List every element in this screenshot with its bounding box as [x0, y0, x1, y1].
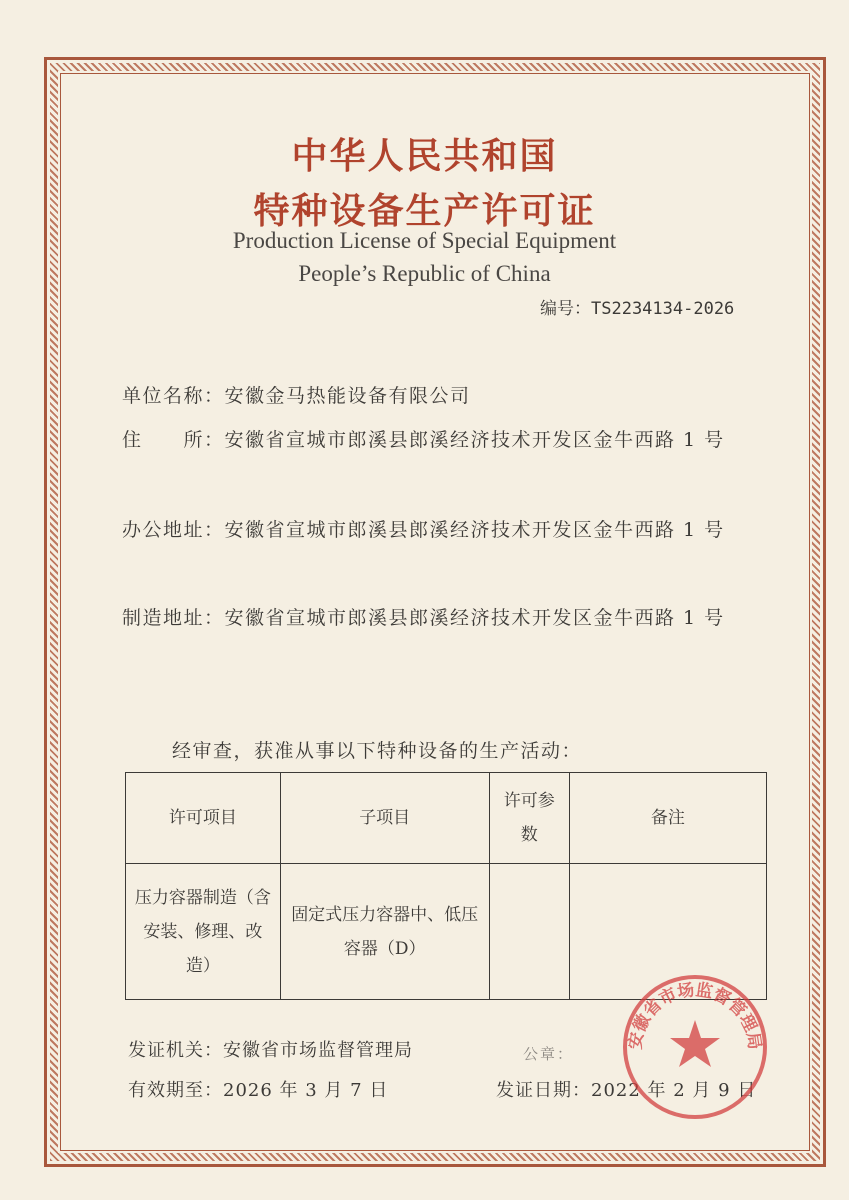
residence-value: 安徽省宣城市郎溪县郎溪经济技术开发区金牛西路 1 号: [224, 429, 725, 451]
header-subitem: 子项目: [280, 773, 489, 864]
factory-address-field: [122, 596, 762, 640]
approval-statement: 经审查，获准从事以下特种设备的生产活动：: [172, 740, 583, 762]
header-remarks: 备注: [569, 773, 766, 864]
unit-name-field: [122, 374, 762, 418]
validity-field: [128, 1076, 388, 1102]
validity-value: 2026 年 3 月 7 日: [223, 1080, 389, 1101]
office-address-label: 办公地址：: [122, 519, 225, 541]
header-license-params: 许可参数: [489, 773, 569, 864]
title-en-line2: People’s Republic of China: [298, 261, 551, 286]
issuer-label: 发证机关：: [128, 1040, 223, 1061]
issue-date-label: 发证日期：: [496, 1080, 591, 1101]
seal-text: 安徽省市场监督管理局: [625, 980, 765, 1051]
issuer-value: 安徽省市场监督管理局: [223, 1040, 413, 1061]
scope-table: [125, 772, 767, 1000]
factory-address-label: 制造地址：: [122, 607, 225, 629]
seal-star-icon: [670, 1020, 720, 1067]
cell-license-params: [489, 864, 569, 1000]
cell-subitem: 固定式压力容器中、低压容器（D）: [280, 864, 489, 1000]
validity-label: 有效期至：: [128, 1080, 223, 1101]
serial-value: TS2234134-2026: [591, 299, 735, 319]
cell-license-item: 压力容器制造（含安装、修理、改造）: [126, 864, 281, 1000]
scope-table-header: [126, 773, 767, 864]
seal-caption: 公章：: [523, 1045, 575, 1063]
title-cn-line1: 中华人民共和国: [291, 136, 558, 177]
issue-date-value: 2022 年 2 月 9 日: [591, 1080, 757, 1101]
factory-address-value: 安徽省宣城市郎溪县郎溪经济技术开发区金牛西路 1 号: [224, 607, 725, 629]
residence-field: [122, 418, 762, 462]
unit-name-value: 安徽金马热能设备有限公司: [224, 385, 471, 407]
issuer-field: [128, 1036, 413, 1062]
title-cn-line2: 特种设备生产许可证: [253, 191, 596, 232]
serial-number: [540, 294, 734, 319]
residence-label: 住 所：: [122, 429, 225, 451]
title-en-line1: Production License of Special Equipment: [232, 228, 617, 253]
office-address-value: 安徽省宣城市郎溪县郎溪经济技术开发区金牛西路 1 号: [224, 519, 725, 541]
serial-label: 编号：: [540, 299, 591, 319]
official-seal-icon: [620, 972, 770, 1122]
office-address-field: [122, 508, 762, 552]
header-license-item: 许可项目: [126, 773, 281, 864]
unit-name-label: 单位名称：: [122, 385, 225, 407]
